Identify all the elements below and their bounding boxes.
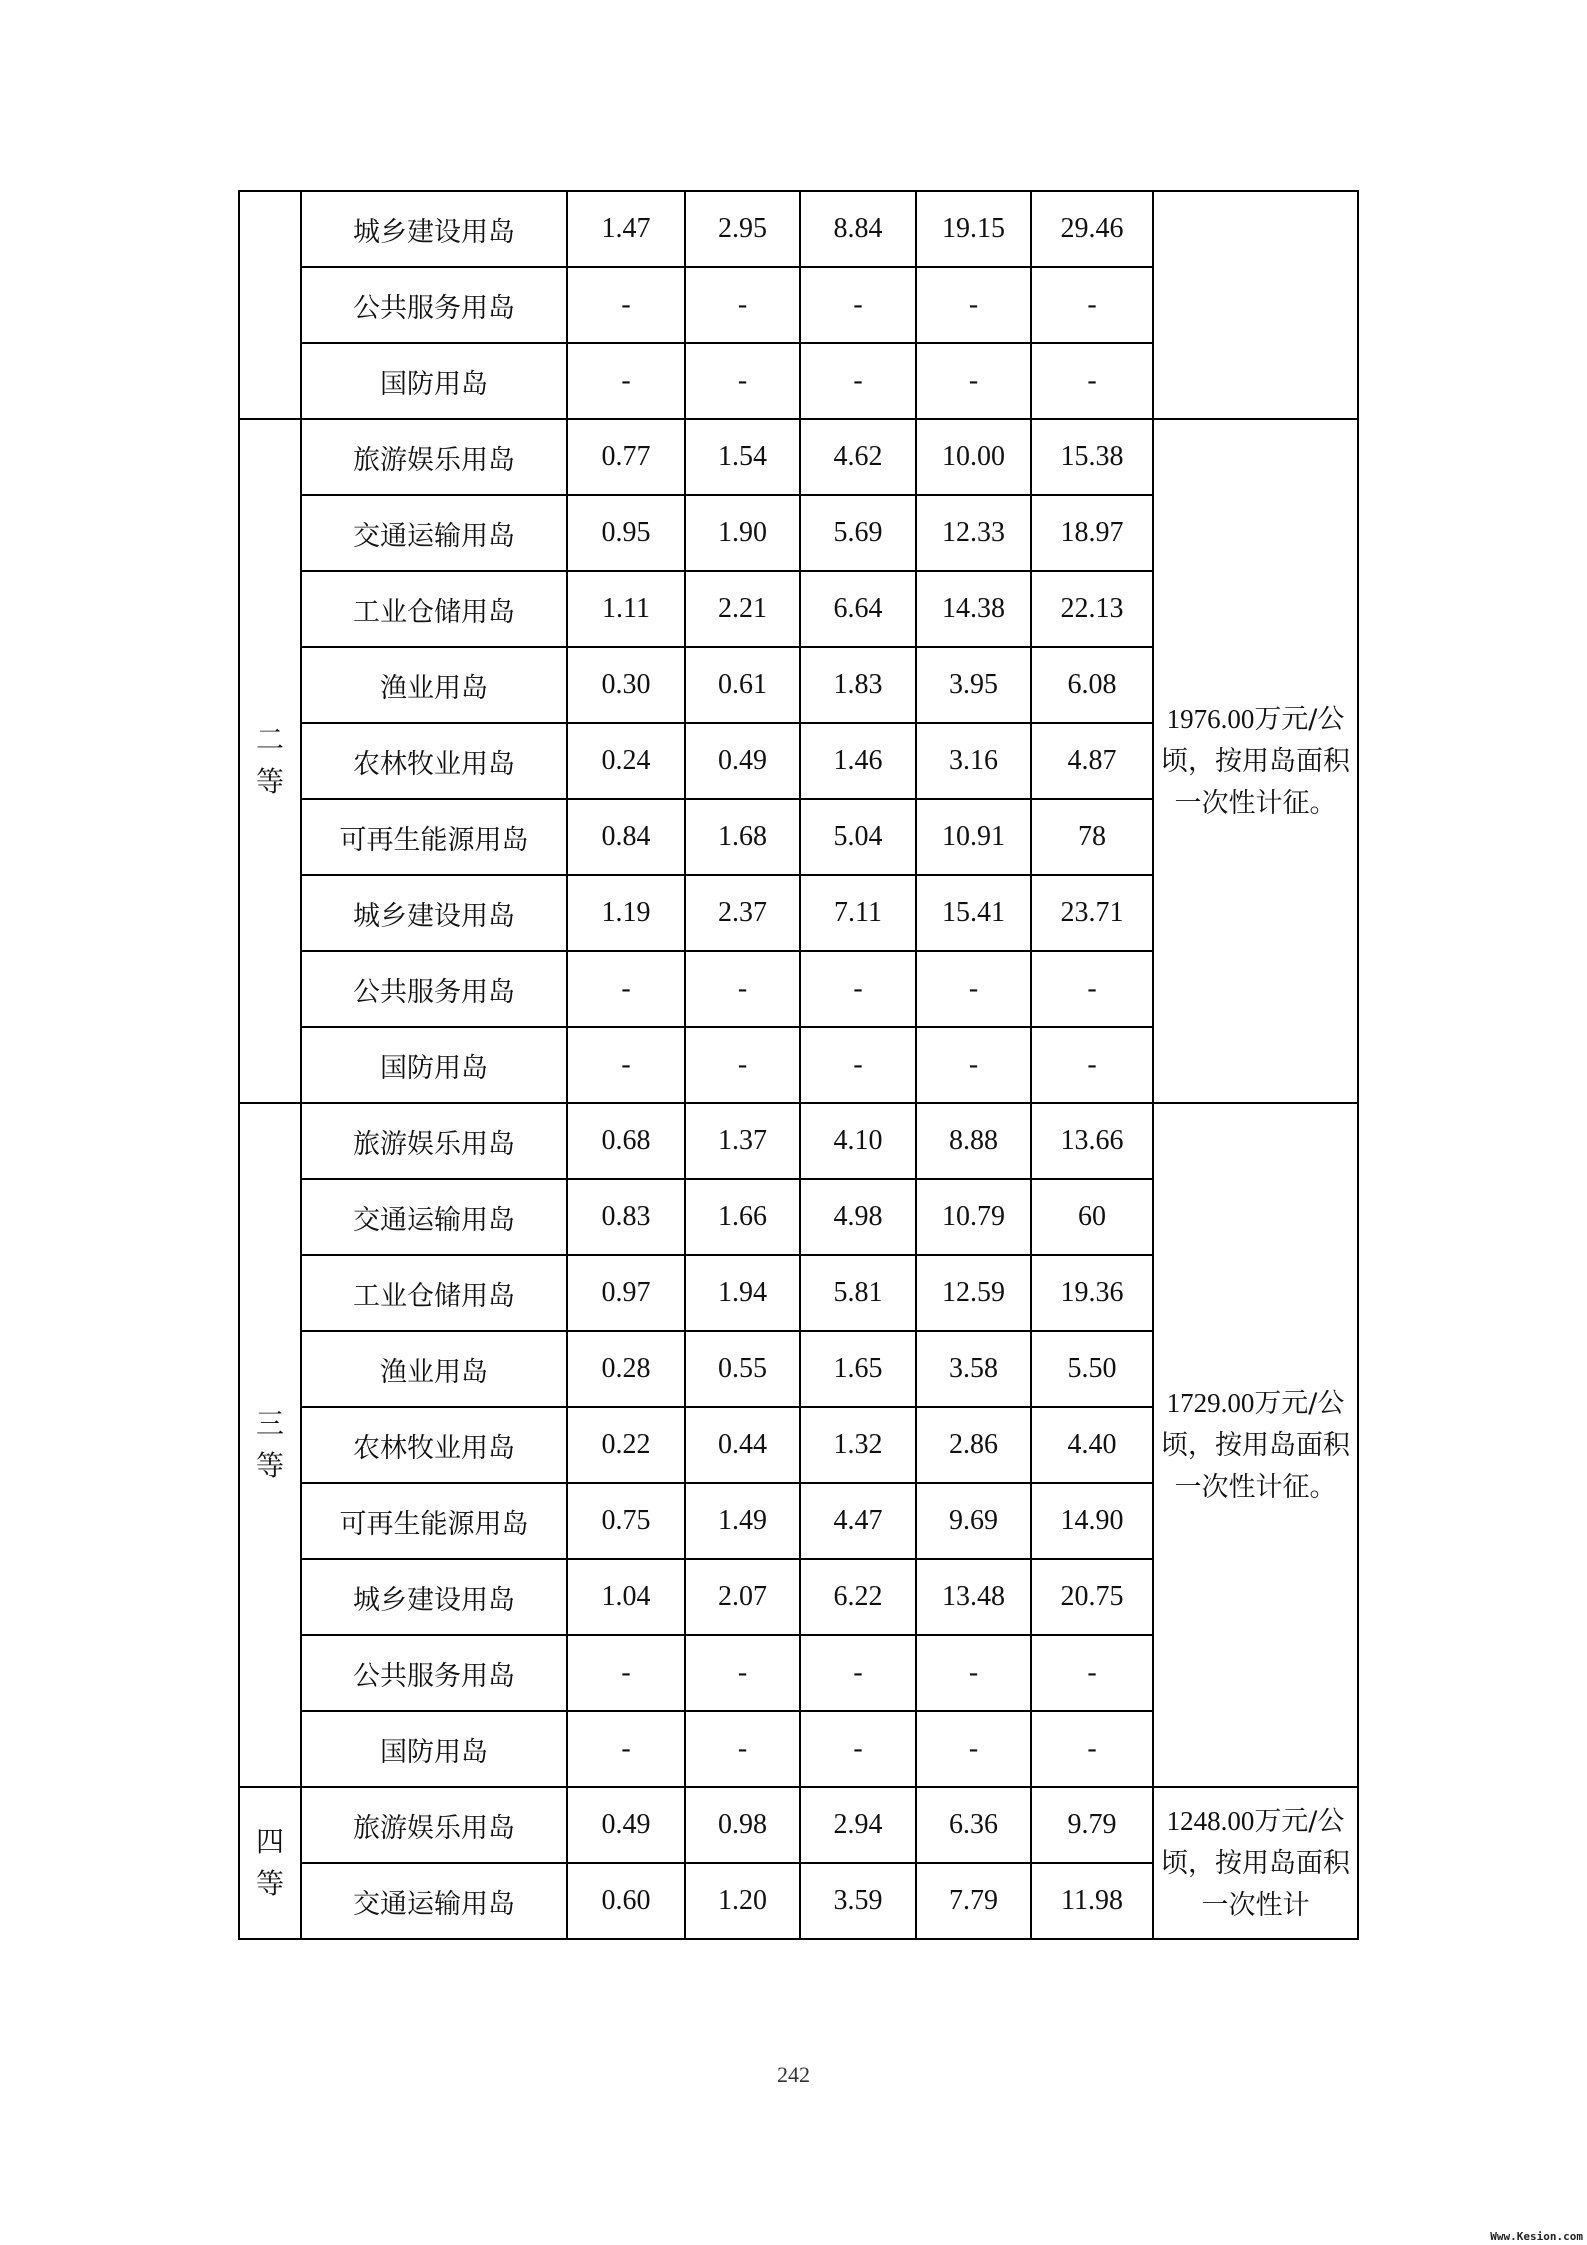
fee-value-cell: 4.40 xyxy=(1031,1407,1153,1483)
fee-value-cell: 10.91 xyxy=(916,799,1031,875)
fee-value-cell: 4.87 xyxy=(1031,723,1153,799)
fee-value-cell: - xyxy=(916,1027,1031,1103)
fee-value-cell: 5.04 xyxy=(800,799,916,875)
fee-value-cell: 3.95 xyxy=(916,647,1031,723)
fee-value-cell: 0.84 xyxy=(567,799,685,875)
fee-value-cell: - xyxy=(916,1635,1031,1711)
fee-value-cell: - xyxy=(800,1711,916,1787)
fee-value-cell: - xyxy=(1031,1027,1153,1103)
fee-value-cell: 0.95 xyxy=(567,495,685,571)
island-use-type: 国防用岛 xyxy=(301,343,567,419)
table-body xyxy=(239,191,1358,1939)
fee-value-cell: 5.69 xyxy=(800,495,916,571)
fee-value-cell: - xyxy=(685,1711,800,1787)
grade-char: 二 xyxy=(255,723,284,756)
fee-value-cell: 3.16 xyxy=(916,723,1031,799)
fee-value-cell: 11.98 xyxy=(1031,1863,1153,1939)
fee-value-cell: - xyxy=(1031,1635,1153,1711)
fee-value-cell: 1.47 xyxy=(567,191,685,267)
grade-cell xyxy=(239,419,301,1103)
fee-value-cell: - xyxy=(567,951,685,1027)
fee-value-cell: 4.47 xyxy=(800,1483,916,1559)
fee-value-cell: - xyxy=(800,267,916,343)
fee-value-cell: 23.71 xyxy=(1031,875,1153,951)
grade-cell xyxy=(239,1787,301,1939)
fee-value-cell: 29.46 xyxy=(1031,191,1153,267)
fee-value-cell: - xyxy=(800,951,916,1027)
fee-value-cell: 1.65 xyxy=(800,1331,916,1407)
fee-value-cell: 1.94 xyxy=(685,1255,800,1331)
island-use-type: 城乡建设用岛 xyxy=(301,1559,567,1635)
island-use-type: 工业仓储用岛 xyxy=(301,1255,567,1331)
fee-value-cell: 4.10 xyxy=(800,1103,916,1179)
fee-value-cell: 0.61 xyxy=(685,647,800,723)
fee-value-cell: 2.94 xyxy=(800,1787,916,1863)
fee-value-cell: 7.11 xyxy=(800,875,916,951)
note-text: 万元/公顷，按用岛面积一次性计征。 xyxy=(1161,1387,1350,1503)
fee-value-cell: - xyxy=(1031,267,1153,343)
fee-value-cell: 15.41 xyxy=(916,875,1031,951)
fee-value-cell: 2.95 xyxy=(685,191,800,267)
island-use-type: 旅游娱乐用岛 xyxy=(301,419,567,495)
fee-value-cell: - xyxy=(916,951,1031,1027)
fee-value-cell: 13.66 xyxy=(1031,1103,1153,1179)
island-use-type: 公共服务用岛 xyxy=(301,1635,567,1711)
fee-value-cell: - xyxy=(916,1711,1031,1787)
fee-value-cell: - xyxy=(567,343,685,419)
fee-value-cell: 12.59 xyxy=(916,1255,1031,1331)
fee-value-cell: - xyxy=(685,1027,800,1103)
fee-value-cell: 2.07 xyxy=(685,1559,800,1635)
fee-value-cell: 6.36 xyxy=(916,1787,1031,1863)
fee-value-cell: 20.75 xyxy=(1031,1559,1153,1635)
fee-value-cell: 22.13 xyxy=(1031,571,1153,647)
fee-value-cell: 1.49 xyxy=(685,1483,800,1559)
grade-cell xyxy=(239,1103,301,1787)
fee-value-cell: 1.19 xyxy=(567,875,685,951)
fee-value-cell: - xyxy=(800,1635,916,1711)
fee-value-cell: 18.97 xyxy=(1031,495,1153,571)
fee-value-cell: 9.69 xyxy=(916,1483,1031,1559)
island-use-type: 交通运输用岛 xyxy=(301,495,567,571)
fee-note-cell xyxy=(1153,1787,1358,1939)
fee-value-cell: 1.54 xyxy=(685,419,800,495)
fee-value-cell: - xyxy=(1031,951,1153,1027)
fee-value-cell: 60 xyxy=(1031,1179,1153,1255)
fee-value-cell: 0.28 xyxy=(567,1331,685,1407)
fee-value-cell: - xyxy=(800,1027,916,1103)
fee-value-cell: 0.24 xyxy=(567,723,685,799)
fee-value-cell: 2.21 xyxy=(685,571,800,647)
fee-value-cell: - xyxy=(685,343,800,419)
fee-value-cell: 2.37 xyxy=(685,875,800,951)
fee-value-cell: - xyxy=(916,267,1031,343)
grade-char: 等 xyxy=(255,765,284,798)
fee-value-cell: 8.88 xyxy=(916,1103,1031,1179)
fee-value-cell: 19.36 xyxy=(1031,1255,1153,1331)
island-use-type: 交通运输用岛 xyxy=(301,1863,567,1939)
fee-value-cell: 3.59 xyxy=(800,1863,916,1939)
note-text: 万元/公顷，按用岛面积一次性计 xyxy=(1161,1805,1350,1921)
fee-value-cell: 1.68 xyxy=(685,799,800,875)
fee-value-cell: 10.00 xyxy=(916,419,1031,495)
fee-value-cell: 1.66 xyxy=(685,1179,800,1255)
fee-value-cell: 1.04 xyxy=(567,1559,685,1635)
fee-value-cell: 0.75 xyxy=(567,1483,685,1559)
fee-value-cell: 14.90 xyxy=(1031,1483,1153,1559)
fee-value-cell: - xyxy=(685,267,800,343)
fee-value-cell: - xyxy=(567,1635,685,1711)
fee-value-cell: - xyxy=(1031,343,1153,419)
fee-value-cell: 0.44 xyxy=(685,1407,800,1483)
fee-value-cell: 5.81 xyxy=(800,1255,916,1331)
island-use-type: 城乡建设用岛 xyxy=(301,191,567,267)
fee-value-cell: 3.58 xyxy=(916,1331,1031,1407)
fee-value-cell: 0.49 xyxy=(567,1787,685,1863)
island-use-type: 可再生能源用岛 xyxy=(301,1483,567,1559)
grade-char: 等 xyxy=(255,1867,284,1900)
fee-value-cell: 1.32 xyxy=(800,1407,916,1483)
fee-value-cell: 0.97 xyxy=(567,1255,685,1331)
fee-value-cell: 0.68 xyxy=(567,1103,685,1179)
grade-char: 四 xyxy=(255,1825,284,1858)
fee-value-cell: 10.79 xyxy=(916,1179,1031,1255)
island-use-type: 交通运输用岛 xyxy=(301,1179,567,1255)
fee-value-cell: 12.33 xyxy=(916,495,1031,571)
fee-value-cell: - xyxy=(916,343,1031,419)
fee-value-cell: 14.38 xyxy=(916,571,1031,647)
island-use-type: 国防用岛 xyxy=(301,1711,567,1787)
fee-value-cell: 1.46 xyxy=(800,723,916,799)
fee-value-cell: - xyxy=(567,267,685,343)
island-use-type: 渔业用岛 xyxy=(301,1331,567,1407)
island-use-type: 国防用岛 xyxy=(301,1027,567,1103)
fee-value-cell: 0.55 xyxy=(685,1331,800,1407)
fee-value-cell: 1.20 xyxy=(685,1863,800,1939)
fee-note-cell xyxy=(1153,1103,1358,1787)
fee-value-cell: 2.86 xyxy=(916,1407,1031,1483)
fee-value-cell: 7.79 xyxy=(916,1863,1031,1939)
fee-value-cell: - xyxy=(1031,1711,1153,1787)
fee-value-cell: 0.77 xyxy=(567,419,685,495)
fee-value-cell: 19.15 xyxy=(916,191,1031,267)
grade-char: 等 xyxy=(255,1449,284,1482)
fee-value-cell: 0.98 xyxy=(685,1787,800,1863)
fee-value-cell: 0.60 xyxy=(567,1863,685,1939)
fee-value-cell: 6.64 xyxy=(800,571,916,647)
fee-value-cell: - xyxy=(567,1027,685,1103)
island-use-type: 公共服务用岛 xyxy=(301,951,567,1027)
fee-value-cell: - xyxy=(800,343,916,419)
watermark: Www.Kesion.com xyxy=(1490,2230,1583,2243)
fee-value-cell: 1.90 xyxy=(685,495,800,571)
island-use-type: 可再生能源用岛 xyxy=(301,799,567,875)
fee-value-cell: 9.79 xyxy=(1031,1787,1153,1863)
island-fee-table xyxy=(238,190,1359,1940)
fee-value-cell: 0.83 xyxy=(567,1179,685,1255)
fee-value-cell: - xyxy=(567,1711,685,1787)
fee-value-cell: - xyxy=(685,951,800,1027)
fee-value-cell: 1.11 xyxy=(567,571,685,647)
note-amount: 1248.00 xyxy=(1166,1805,1255,1836)
fee-value-cell: 78 xyxy=(1031,799,1153,875)
island-use-type: 城乡建设用岛 xyxy=(301,875,567,951)
fee-value-cell: 4.62 xyxy=(800,419,916,495)
fee-value-cell: 1.37 xyxy=(685,1103,800,1179)
island-use-type: 旅游娱乐用岛 xyxy=(301,1787,567,1863)
table-row xyxy=(239,1787,1358,1863)
island-use-type: 工业仓储用岛 xyxy=(301,571,567,647)
fee-value-cell: 6.08 xyxy=(1031,647,1153,723)
fee-value-cell: 1.83 xyxy=(800,647,916,723)
island-use-type: 渔业用岛 xyxy=(301,647,567,723)
fee-value-cell: - xyxy=(685,1635,800,1711)
table-row xyxy=(239,191,1358,267)
island-use-type: 农林牧业用岛 xyxy=(301,1407,567,1483)
grade-char: 三 xyxy=(255,1407,284,1440)
table-row xyxy=(239,1103,1358,1179)
fee-note-cell xyxy=(1153,191,1358,419)
note-amount: 1976.00 xyxy=(1166,703,1255,734)
page-number: 242 xyxy=(777,2062,810,2087)
island-use-type: 旅游娱乐用岛 xyxy=(301,1103,567,1179)
fee-value-cell: 13.48 xyxy=(916,1559,1031,1635)
island-use-type: 公共服务用岛 xyxy=(301,267,567,343)
note-amount: 1729.00 xyxy=(1166,1387,1255,1418)
fee-value-cell: 15.38 xyxy=(1031,419,1153,495)
fee-value-cell: 6.22 xyxy=(800,1559,916,1635)
fee-note-cell xyxy=(1153,419,1358,1103)
note-text: 万元/公顷，按用岛面积一次性计征。 xyxy=(1161,703,1350,819)
fee-value-cell: 0.49 xyxy=(685,723,800,799)
fee-value-cell: 0.22 xyxy=(567,1407,685,1483)
fee-value-cell: 0.30 xyxy=(567,647,685,723)
grade-cell xyxy=(239,191,301,419)
table-row xyxy=(239,419,1358,495)
fee-value-cell: 8.84 xyxy=(800,191,916,267)
island-use-type: 农林牧业用岛 xyxy=(301,723,567,799)
fee-value-cell: 5.50 xyxy=(1031,1331,1153,1407)
fee-value-cell: 4.98 xyxy=(800,1179,916,1255)
